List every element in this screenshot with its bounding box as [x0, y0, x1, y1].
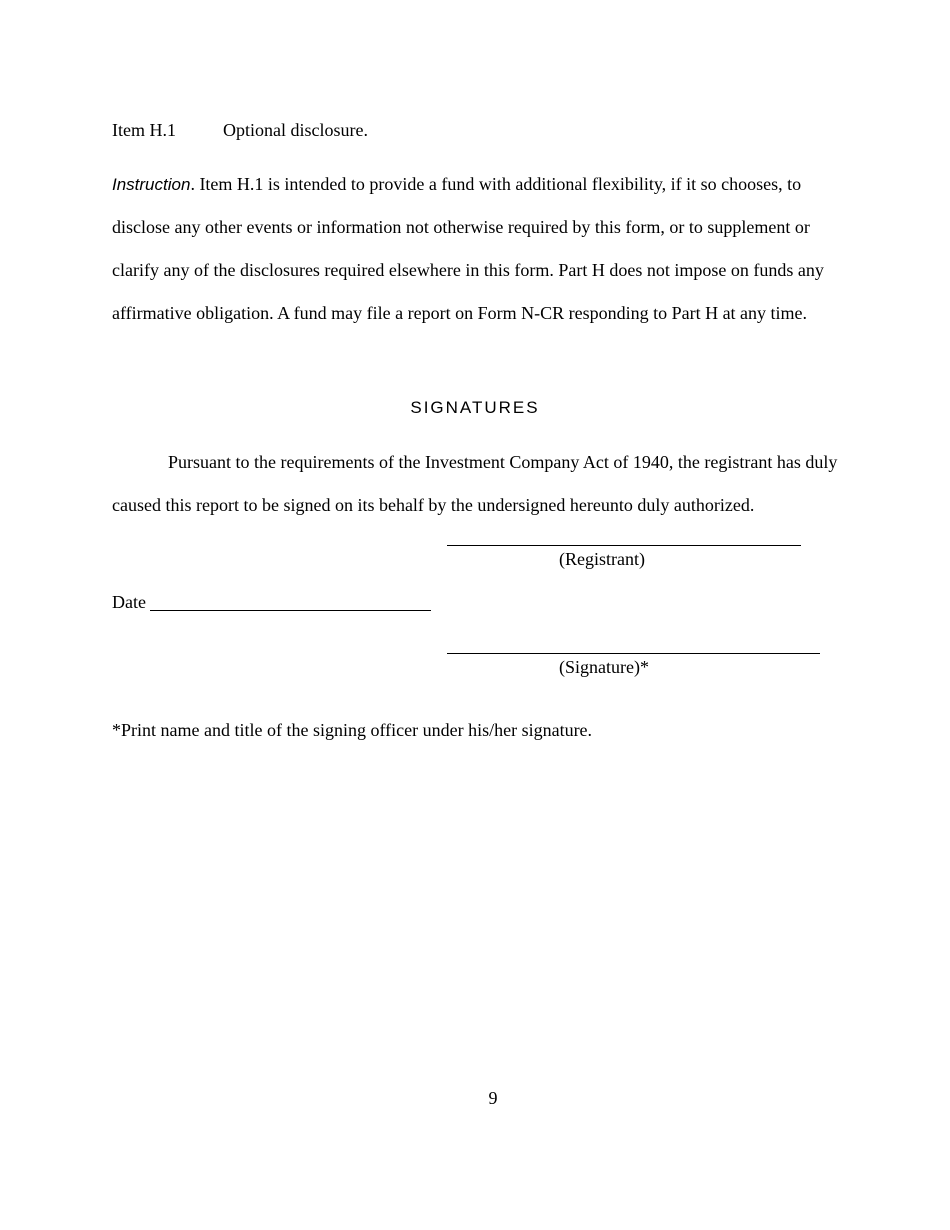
instruction-paragraph — [112, 163, 842, 335]
officer-signature-line[interactable] — [447, 653, 820, 654]
signatures-title: SIGNATURES — [410, 398, 540, 417]
registrant-signature-line[interactable] — [447, 545, 801, 546]
signatures-statement: Pursuant to the requirements of the Investment Company Act of 1940, the registrant has duly caused this report to be signed on its behalf by the undersigned hereunto duly authorized. — [112, 452, 838, 515]
item-heading — [112, 120, 368, 141]
item-number: Item H.1 — [112, 120, 176, 140]
item-title: Optional disclosure. — [223, 120, 368, 140]
instruction-label: Instruction — [112, 175, 191, 194]
signature-caption: (Signature)* — [559, 657, 649, 677]
date-label: Date — [112, 592, 146, 612]
page-number: 9 — [488, 1088, 498, 1108]
registrant-caption: (Registrant) — [559, 549, 645, 569]
signature-footnote: *Print name and title of the signing officer under his/her signature. — [112, 720, 593, 740]
date-field-line[interactable] — [150, 610, 431, 611]
instruction-text: . Item H.1 is intended to provide a fund with additional flexibility, if it so chooses, to disclose any other events or information not otherwise required by this form, or to supplement or clarify any of the disclosures required elsewhere in this form. Part H does not impose on funds any affirmative obligation. A fund may file a report on Form N-CR responding to Part H at any time. — [112, 174, 824, 323]
